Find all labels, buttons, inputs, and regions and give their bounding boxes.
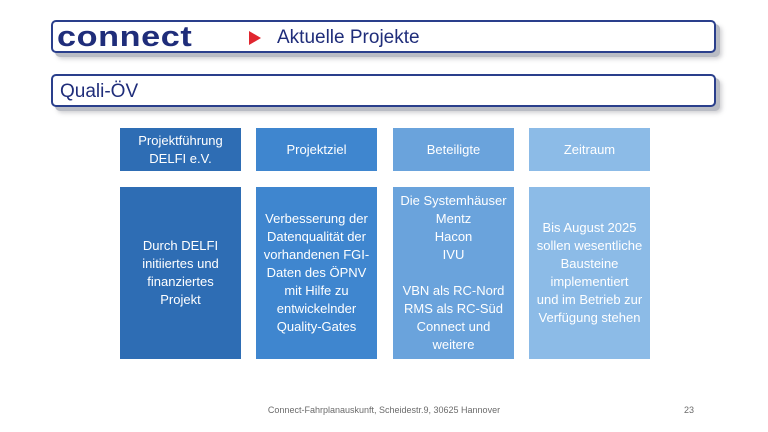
- column-body-text: Verbesserung der Datenqualität der vorhandenen FGI- Daten des ÖPNV mit Hilfe zu entwickelnder Quality-Gates: [263, 211, 370, 334]
- page-title: Aktuelle Projekte: [277, 27, 420, 48]
- page-number: 23: [683, 405, 694, 415]
- column-header-beteiligte: [393, 128, 514, 171]
- column-body-text: Bis August 2025 sollen wesentliche Bausteine implementiert und im Betrieb zur Verfügung stehen: [536, 220, 643, 325]
- column-header-label: Projektziel: [286, 141, 347, 157]
- section-title: Quali-ÖV: [60, 81, 139, 102]
- column-body-text: Die Systemhäuser Mentz Hacon IVU VBN als RC-Nord RMS als RC-Süd Connect und weitere: [400, 193, 507, 352]
- column-header-projektziel: [256, 128, 377, 171]
- header-bar: [51, 20, 716, 53]
- column-header-projektfuehrung: [120, 128, 241, 171]
- column-header-zeitraum: [529, 128, 650, 171]
- column-header-label: Beteiligte: [426, 141, 481, 157]
- column-body-beteiligte: [393, 187, 514, 359]
- logo-arrow-icon: [249, 31, 261, 45]
- connect-logo: connect: [57, 21, 193, 53]
- column-header-label: Zeitraum: [563, 141, 616, 157]
- footer-text: Connect-Fahrplanauskunft, Scheidestr.9, 30625 Hannover: [267, 405, 501, 415]
- column-body-projektziel: [256, 187, 377, 359]
- column-body-projektfuehrung: [120, 187, 241, 359]
- column-body-zeitraum: [529, 187, 650, 359]
- column-header-label: Projektführung DELFI e.V.: [138, 132, 223, 166]
- subheader-bar: [51, 74, 716, 107]
- column-body-text: Durch DELFI initiiertes und finanziertes Projekt: [142, 238, 219, 307]
